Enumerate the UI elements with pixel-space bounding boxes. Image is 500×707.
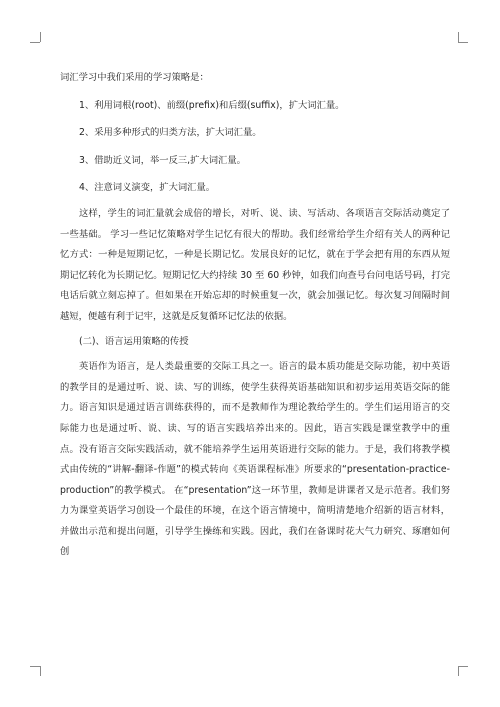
strategy-item-3: 3、借助近义词，举一反三,扩大词汇量。	[79, 154, 246, 166]
intro-line: 词汇学习中我们采用的学习策略是：	[60, 72, 209, 83]
strategy-item-4: 4、注意词义演变，扩大词汇量。	[79, 182, 216, 194]
memory-paragraph: 这样，学生的词汇量就会成倍的增长，对听、说、读、写活动、各项语言交际活动奠定了一些基础。 学习一些记忆策略对学生记忆有很大的帮助。我们经常给学生介绍有关人的两种记忆方式：一种是短期记忆，一种是长期记忆。发展良好的记忆，就在于学会把有用的东西从短期记忆转化为长期记忆。短期记忆大约持续 30 至 60 秒钟，如我们向查号台问电话号码，打完电话后就立刻忘掉了。但如果在开始忘却的时候重复一次，就会加强记忆。每次复习间隔时间越短，便越有利于记牢，这就是反复循环记忆法的依据。	[60, 207, 450, 322]
strategy-item-1: 1、利用词根(root)、前缀(prefix)和后缀(suffix)，扩大词汇量。	[79, 99, 345, 111]
language-paragraph: 英语作为语言，是人类最重要的交际工具之一。语言的最本质功能是交际功能，初中英语的教学目的是通过听、说、读、写的训练，使学生获得英语基础知识和初步运用英语交际的能力。语言知识是通过语言训练获得的，而不是教师作为理论教给学生的。学生们运用语言的交际能力也是通过听、说、读、写的语言实践培养出来的。因此，语言实践是课堂教学中的重点。没有语言交际实践活动，就不能培养学生运用英语进行交际的能力。于是，我们将教学模式由传统的“讲解-翻译-作题”的模式转向《英语课程标准》所要求的“presentation-practice-production”的教学模式。 在“presentation”这一环节里，教师是讲课者又是示范者。我们努力为课堂英语学习创设一个最佳的环境，在这个语言情境中，简明清楚地介绍新的语言材料，并做出示范和提出问题，引导学生操练和实践。因此，我们在备课时花大气力研究、琢磨如何创	[60, 361, 450, 558]
document-body	[60, 68, 450, 563]
section-heading: (二)、语言运用策略的传授	[79, 335, 189, 347]
strategy-item-2: 2、采用多种形式的归类方法，扩大词汇量。	[79, 127, 262, 139]
